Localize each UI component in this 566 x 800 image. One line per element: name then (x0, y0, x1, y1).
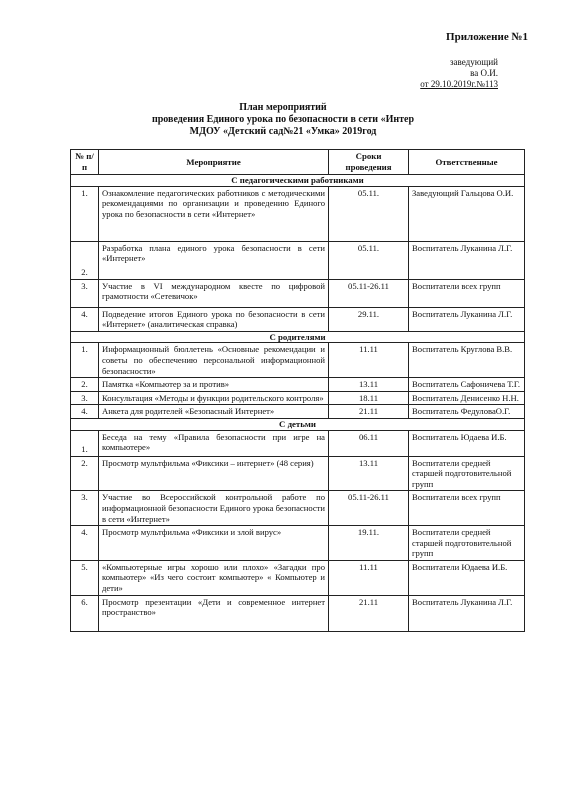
plan-title: План мероприятий (239, 102, 327, 113)
section-header-children (71, 418, 525, 430)
table-row (71, 378, 525, 392)
row-date: 21.11 (329, 595, 409, 631)
row-date: 13.11 (329, 456, 409, 491)
section-header-parents (71, 331, 525, 343)
row-num: 2. (71, 378, 99, 392)
row-num: 1. (71, 343, 99, 378)
row-event: Ознакомление педагогических работников с методическими рекомендациями по организации и проведению Единого урока по безопасности в сети «Интернет» (99, 186, 329, 241)
row-num: 4. (71, 526, 99, 561)
row-num: 2. (71, 456, 99, 491)
row-responsible: Воспитатели всех групп (409, 491, 525, 526)
table-row (71, 430, 525, 456)
row-responsible: Воспитатель Луканина Л.Г. (409, 595, 525, 631)
row-event: Консультация «Методы и функции родительского контроля» (99, 391, 329, 405)
row-num: 3. (71, 391, 99, 405)
row-event: Просмотр презентации «Дети и современное интернет пространство» (99, 595, 329, 631)
row-date: 11.11 (329, 560, 409, 595)
row-date: 05.11. (329, 186, 409, 241)
table-row (71, 279, 525, 307)
column-header-date: Сроки проведения (329, 150, 409, 175)
row-responsible: Воспитатель Луканина Л.Г. (409, 241, 525, 279)
row-responsible: Воспитатель Юдаева И.Б. (409, 430, 525, 456)
table-row (71, 241, 525, 279)
row-num: 3. (71, 279, 99, 307)
approval-name: ва О.И. (470, 68, 498, 78)
row-date: 06.11 (329, 430, 409, 456)
row-event: Анкета для родителей «Безопасный Интернет» (99, 405, 329, 419)
row-responsible: Воспитатель ФедуловаО.Г. (409, 405, 525, 419)
row-num: 3. (71, 491, 99, 526)
row-event: Участие в VI международном квесте по цифровой грамотности «Сетевичок» (99, 279, 329, 307)
row-responsible: Воспитатель Луканина Л.Г. (409, 307, 525, 331)
row-event: Информационный бюллетень «Основные рекомендации и советы по обеспечению персональной информационной безопасности» (99, 343, 329, 378)
row-event: «Компьютерные игры хорошо или плохо» «Загадки про компьютер» «Из чего состоит компьютер» « Компьютер и дети» (99, 560, 329, 595)
row-date: 13.11 (329, 378, 409, 392)
table-row (71, 343, 525, 378)
section-header-staff (71, 175, 525, 187)
row-responsible: Воспитатели Юдаева И.Б. (409, 560, 525, 595)
row-responsible: Воспитатель Сафоничева Т.Г. (409, 378, 525, 392)
table-row (71, 186, 525, 241)
row-event: Памятка «Компьютер за и против» (99, 378, 329, 392)
row-date: 05.11-26.11 (329, 491, 409, 526)
table-row (71, 456, 525, 491)
plan-subtitle: проведения Единого урока по безопасности в сети «Интер (151, 114, 415, 125)
table-row (71, 307, 525, 331)
row-date: 05.11. (329, 241, 409, 279)
table-row (71, 405, 525, 419)
section-title: С педагогическими работниками (71, 175, 525, 187)
table-header-row (71, 150, 525, 175)
row-responsible: Воспитатели средней старшей подготовительной групп (409, 456, 525, 491)
row-event: Участие во Всероссийской контрольной работе по информационной безопасности Единого урока безопасности в сети «Интернет» (99, 491, 329, 526)
row-responsible: Воспитатель Круглова В.В. (409, 343, 525, 378)
row-event: Разработка плана единого урока безопасности в сети «Интернет» (99, 241, 329, 279)
row-event: Просмотр мультфильма «Фиксики – интернет» (48 серия) (99, 456, 329, 491)
row-num: 2. (71, 241, 99, 279)
row-responsible: Воспитатель Денисенко Н.Н. (409, 391, 525, 405)
row-event: Подведение итогов Единого урока по безопасности в сети «Интернет» (аналитическая справка) (99, 307, 329, 331)
row-num: 6. (71, 595, 99, 631)
table-row (71, 560, 525, 595)
row-num: 1. (71, 430, 99, 456)
row-responsible: Заведующий Гальцова О.И. (409, 186, 525, 241)
table-row (71, 391, 525, 405)
appendix-label: Приложение №1 (446, 31, 528, 43)
row-num: 4. (71, 405, 99, 419)
row-event: Беседа на тему «Правила безопасности при игре на компьютере» (99, 430, 329, 456)
plan-organization: МДОУ «Детский сад№21 «Умка» 2019год (189, 126, 377, 137)
column-header-responsible: Ответственные (409, 150, 525, 175)
row-date: 05.11-26.11 (329, 279, 409, 307)
table-row (71, 526, 525, 561)
row-date: 19.11. (329, 526, 409, 561)
row-date: 18.11 (329, 391, 409, 405)
approval-order-date: от 29.10.2019г.№113 (420, 79, 498, 89)
row-num: 1. (71, 186, 99, 241)
table-row (71, 491, 525, 526)
section-title: С родителями (71, 331, 525, 343)
approval-position: заведующий (450, 57, 498, 67)
column-header-num: № п/п (71, 150, 99, 175)
row-date: 29.11. (329, 307, 409, 331)
row-responsible: Воспитатели всех групп (409, 279, 525, 307)
row-responsible: Воспитатели средней старшей подготовительной групп (409, 526, 525, 561)
column-header-event: Мероприятие (99, 150, 329, 175)
row-num: 4. (71, 307, 99, 331)
table-row (71, 595, 525, 631)
row-num: 5. (71, 560, 99, 595)
row-date: 11.11 (329, 343, 409, 378)
events-table (70, 149, 525, 632)
row-date: 21.11 (329, 405, 409, 419)
row-event: Просмотр мультфильма «Фиксики и злой вирус» (99, 526, 329, 561)
section-title: С детьми (71, 418, 525, 430)
